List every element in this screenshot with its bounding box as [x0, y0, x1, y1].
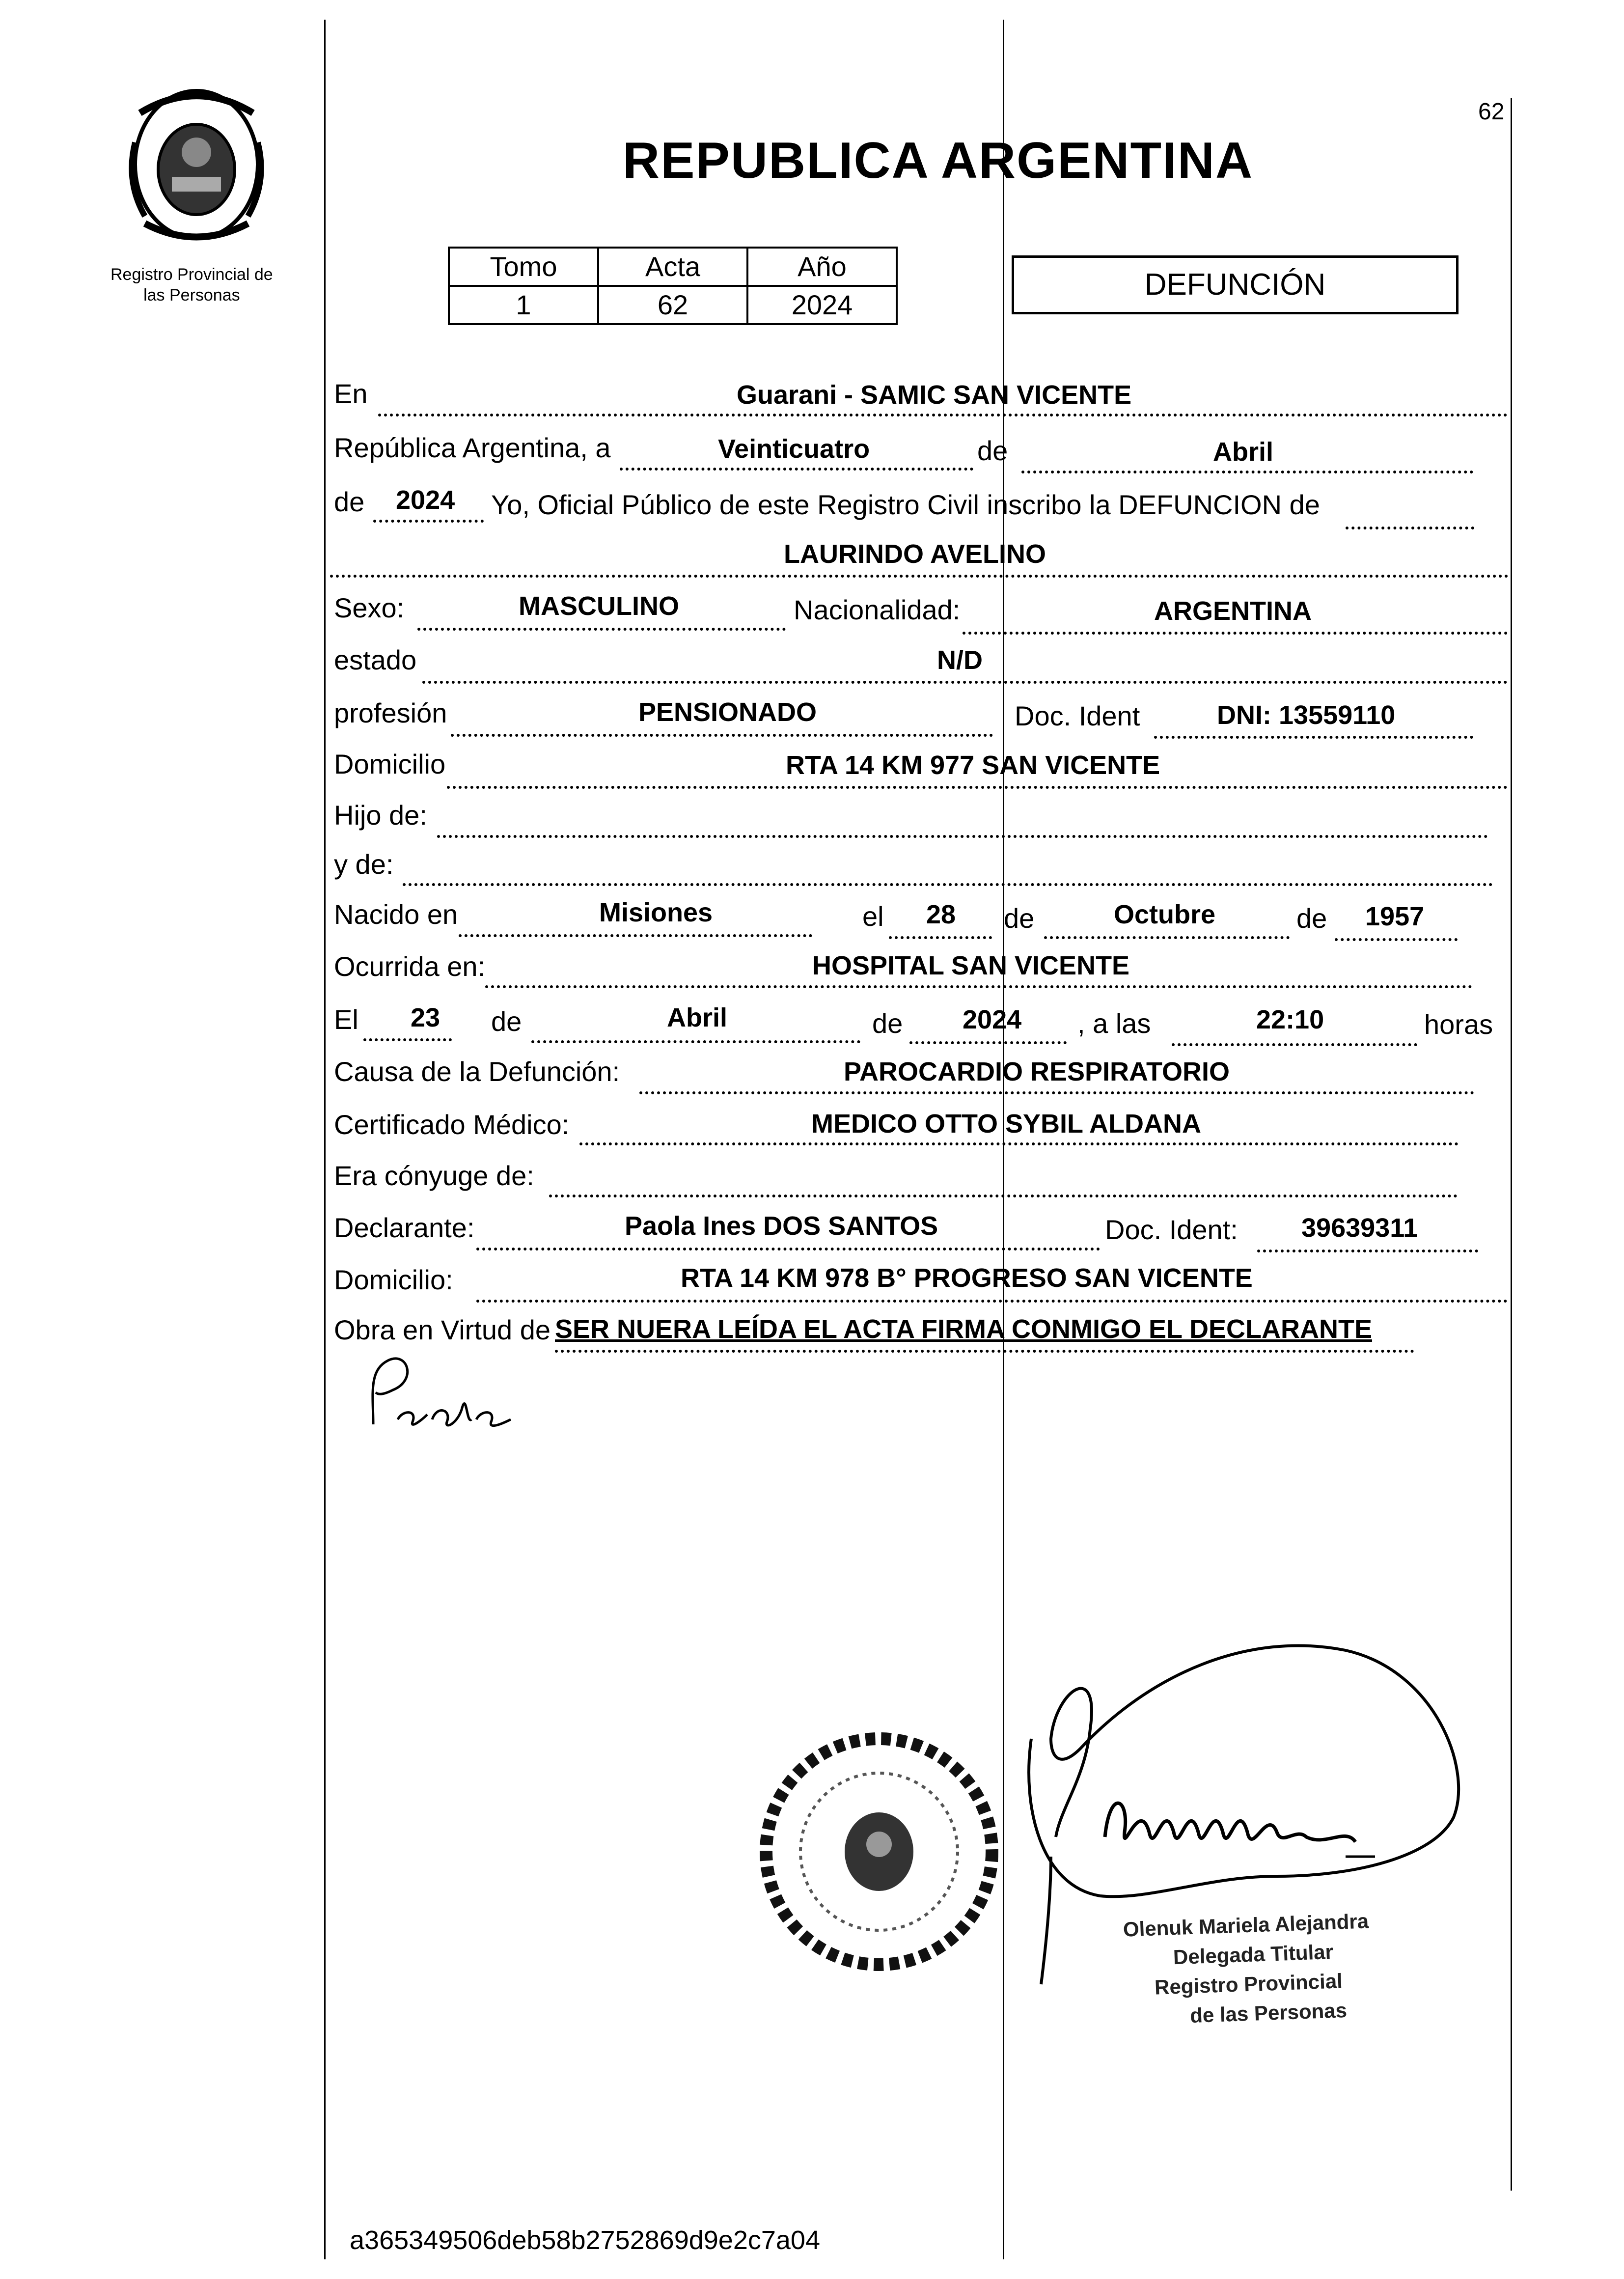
record-header-anio: Año: [747, 248, 897, 286]
label-causa: Causa de la Defunción:: [334, 1056, 620, 1087]
value-obra: SER NUERA LEÍDA EL ACTA FIRMA CONMIGO EL DECLARANTE: [555, 1314, 1373, 1344]
label-yo-oficial: Yo, Oficial Público de este Registro Civil inscribo la DEFUNCION de: [491, 489, 1320, 520]
line-ocurrida-en: [485, 985, 1472, 988]
value-estado: N/D: [937, 645, 983, 675]
value-dia: Veinticuatro: [718, 434, 870, 464]
line-nac-mes: [1044, 936, 1290, 939]
label-el: el: [862, 901, 884, 932]
label-conyuge: Era cónyuge de:: [334, 1160, 534, 1191]
label-de-dia: de: [491, 1006, 522, 1037]
line-yo-end: [1346, 527, 1474, 529]
label-y-de: y de:: [334, 849, 394, 880]
line-lugar: [378, 414, 1508, 417]
line-anio: [373, 520, 484, 523]
label-el-fecha: El: [334, 1004, 358, 1035]
line-declarante-doc: [1257, 1250, 1478, 1252]
line-nac-anio: [1335, 938, 1458, 941]
line-nac-dia: [889, 936, 992, 939]
line-hora: [1172, 1043, 1417, 1046]
label-doc-ident-2: Doc. Ident:: [1105, 1214, 1238, 1245]
label-de-mes-def: de: [872, 1008, 903, 1039]
line-domicilio-2: [476, 1300, 1508, 1303]
value-sexo: MASCULINO: [519, 591, 679, 621]
line-mes: [1021, 471, 1473, 473]
line-hijo-de: [437, 835, 1488, 838]
line-profesion: [451, 734, 993, 737]
value-domicilio-2: RTA 14 KM 978 B° PROGRESO SAN VICENTE: [681, 1263, 1253, 1293]
official-signature-block: [1123, 1906, 1372, 2032]
value-certificado: MEDICO OTTO SYBIL ALDANA: [811, 1109, 1202, 1139]
label-estado: estado: [334, 644, 417, 675]
right-margin-rule: [1511, 98, 1512, 2191]
record-type: DEFUNCIÓN: [1144, 268, 1326, 302]
value-declarante-doc: 39639311: [1301, 1213, 1418, 1243]
label-domicilio-2: Domicilio:: [334, 1264, 453, 1295]
line-nacionalidad: [963, 632, 1508, 635]
line-def-anio: [909, 1041, 1067, 1044]
line-causa: [639, 1091, 1474, 1094]
registry-line-1: Registro Provincial de: [110, 265, 273, 284]
line-certificado: [579, 1142, 1459, 1145]
record-header-acta: Acta: [598, 248, 747, 286]
value-def-anio: 2024: [963, 1005, 1022, 1034]
record-value-acta: 62: [598, 286, 747, 324]
value-domicilio: RTA 14 KM 977 SAN VICENTE: [786, 750, 1160, 780]
record-type-box: [1012, 255, 1459, 314]
value-profesion: PENSIONADO: [638, 697, 817, 727]
label-a-las: , a las: [1077, 1008, 1151, 1039]
line-dia: [620, 468, 973, 471]
official-registry-2: de las Personas: [1189, 1998, 1348, 2028]
value-nacionalidad: ARGENTINA: [1154, 596, 1312, 626]
value-nac-mes: Octubre: [1114, 900, 1216, 929]
label-nacido-en: Nacido en: [334, 899, 458, 930]
record-value-anio: 2024: [747, 286, 897, 324]
value-mes: Abril: [1213, 437, 1274, 467]
document-title: REPUBLICA ARGENTINA: [623, 132, 1254, 189]
official-stamp-icon: [751, 1724, 1007, 1979]
label-sexo: Sexo:: [334, 592, 405, 623]
record-value-tomo: 1: [449, 286, 598, 324]
line-domicilio: [447, 786, 1508, 789]
label-ocurrida-en: Ocurrida en:: [334, 951, 486, 982]
line-def-dia: [363, 1038, 452, 1041]
line-def-mes: [531, 1040, 860, 1043]
line-obra: [555, 1350, 1414, 1353]
label-profesion: profesión: [334, 697, 447, 728]
official-registry: Registro Provincial: [1154, 1969, 1343, 1999]
label-de-mes: de: [977, 435, 1008, 466]
value-nacido-en: Misiones: [599, 898, 713, 927]
value-causa: PAROCARDIO RESPIRATORIO: [844, 1057, 1230, 1086]
registry-name: [110, 264, 273, 306]
label-en: En: [334, 378, 368, 409]
line-nombre: [330, 575, 1509, 578]
document-hash: a365349506deb58b2752869d9e2c7a04: [350, 2225, 820, 2255]
record-table: [448, 247, 898, 325]
record-header-tomo: Tomo: [449, 248, 598, 286]
label-hijo-de: Hijo de:: [334, 800, 427, 831]
label-declarante: Declarante:: [334, 1212, 475, 1243]
label-domicilio: Domicilio: [334, 749, 446, 779]
label-de-anio: de: [334, 486, 365, 517]
declarant-signature: [354, 1351, 530, 1439]
label-de-nac-anio: de: [1296, 903, 1327, 934]
line-conyuge: [549, 1195, 1458, 1197]
line-estado: [422, 681, 1508, 684]
page-number: 62: [1478, 99, 1505, 125]
line-sexo: [417, 628, 786, 631]
official-name: Olenuk Mariela Alejandra: [1123, 1909, 1369, 1941]
value-nac-dia: 28: [926, 900, 956, 929]
value-dni: DNI: 13559110: [1217, 700, 1396, 730]
left-margin-rule: [324, 20, 326, 2259]
value-lugar: Guarani - SAMIC SAN VICENTE: [737, 380, 1132, 410]
value-nombre: LAURINDO AVELINO: [784, 539, 1046, 569]
line-dni: [1154, 736, 1473, 739]
value-anio: 2024: [396, 485, 455, 515]
label-doc-ident: Doc. Ident: [1015, 700, 1140, 731]
label-de-nac-mes: de: [1004, 903, 1035, 934]
value-def-mes: Abril: [667, 1003, 728, 1032]
official-title: Delegada Titular: [1173, 1940, 1334, 1969]
label-obra: Obra en Virtud de: [334, 1314, 551, 1345]
value-def-dia: 23: [411, 1003, 440, 1032]
value-ocurrida-en: HOSPITAL SAN VICENTE: [812, 951, 1130, 980]
value-nac-anio: 1957: [1365, 902, 1425, 931]
value-hora: 22:10: [1256, 1005, 1324, 1034]
provincial-seal-icon: [125, 83, 268, 246]
label-republica: República Argentina, a: [334, 432, 611, 463]
label-horas: horas: [1424, 1009, 1493, 1040]
label-nacionalidad: Nacionalidad:: [794, 594, 961, 625]
line-nacido-en: [459, 934, 812, 937]
line-declarante: [476, 1248, 1100, 1251]
line-y-de: [403, 883, 1493, 886]
registry-line-2: las Personas: [143, 286, 240, 305]
label-certificado: Certificado Médico:: [334, 1109, 570, 1140]
value-declarante: Paola Ines DOS SANTOS: [625, 1211, 938, 1241]
